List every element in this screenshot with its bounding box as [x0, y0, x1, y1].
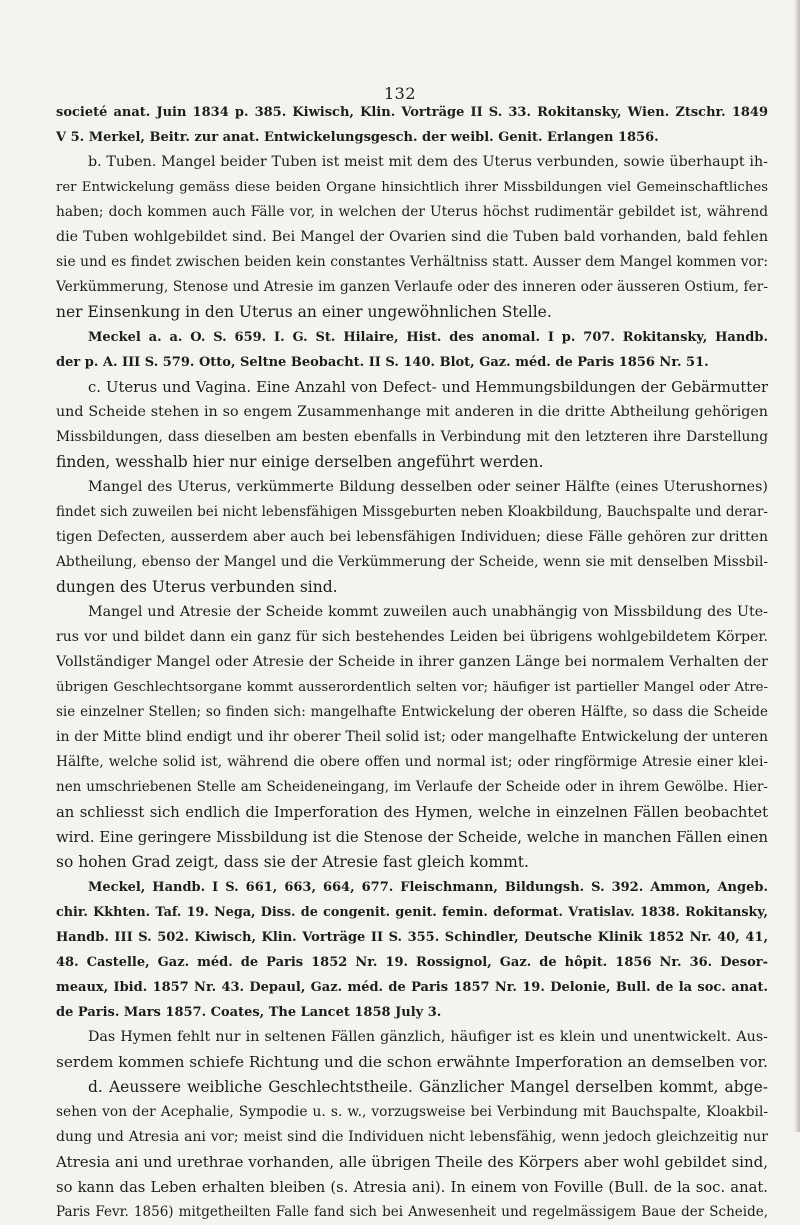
text-line: so hohen Grad zeigt, dass sie der Atresie fast gleich kommt. [56, 853, 529, 871]
text-line: an schliesst sich endlich die Imperforation des Hymen, welche in einzelnen Fällen beobachtet [56, 804, 768, 821]
text-line: findet sich zuweilen bei nicht lebensfähigen Missgeburten neben Kloakbildung, Bauchspalte und derar- [56, 504, 768, 520]
page-edge-shadow [794, 0, 800, 1132]
text-line: dungen des Uterus verbunden sind. [56, 578, 338, 596]
text-line: Abtheilung, ebenso der Mangel und die Verkümmerung der Scheide, wenn sie mit denselben Missbil- [56, 554, 768, 570]
text-line: Meckel a. a. O. S. 659. I. G. St. Hilaire, Hist. des anomal. I p. 707. Rokitansky, Handb. [88, 330, 768, 345]
text-line: chir. Kkhten. Taf. 19. Nega, Diss. de congenit. genit. femin. deformat. Vratislav. 1838. Rokitansky, [56, 905, 768, 920]
text-line: tigen Defecten, ausserdem aber auch bei lebensfähigen Individuen; diese Fälle gehören zur dritten [56, 529, 768, 545]
text-line: finden, wesshalb hier nur einige derselben angeführt werden. [56, 453, 544, 471]
text-line: Mangel des Uterus, verkümmerte Bildung desselben oder seiner Hälfte (eines Uterushornes) [88, 479, 768, 495]
text-line: Hälfte, welche solid ist, während die obere offen und normal ist; oder ringförmige Atresie einer klei- [56, 754, 768, 770]
text-line: meaux, Ibid. 1857 Nr. 43. Depaul, Gaz. méd. de Paris 1857 Nr. 19. Delonie, Bull. de la soc. anat. [56, 980, 768, 995]
text-line: ner Einsenkung in den Uterus an einer ungewöhnlichen Stelle. [56, 303, 552, 321]
text-line: haben; doch kommen auch Fälle vor, in welchen der Uterus höchst rudimentär gebildet ist, während [56, 204, 768, 220]
text-line: V 5. Merkel, Beitr. zur anat. Entwickelungsgesch. der weibl. Genit. Erlangen 1856. [56, 130, 659, 145]
text-line: Verkümmerung, Stenose und Atresie im ganzen Verlaufe oder des inneren oder äusseren Ostium, fer- [56, 279, 768, 295]
text-line: Das Hymen fehlt nur in seltenen Fällen gänzlich, häufiger ist es klein und unentwickelt. Aus- [88, 1029, 768, 1045]
text-line: Vollständiger Mangel oder Atresie der Scheide in ihrer ganzen Länge bei normalem Verhalten der [56, 654, 768, 670]
text-line: wird. Eine geringere Missbildung ist die Stenose der Scheide, welche in manchen Fällen einen [56, 829, 768, 846]
page-number: 132 [383, 84, 417, 103]
text-line: serdem kommen schiefe Richtung und die schon erwähnte Imperforation an demselben vor. [56, 1053, 768, 1071]
text-line: Paris Fevr. 1856) mitgetheilten Falle fand sich bei Anwesenheit und regelmässigem Baue der Scheide, [56, 1204, 768, 1220]
text-line: dung und Atresia ani vor; meist sind die Individuen nicht lebensfähig, wenn jedoch gleichzeitig nur [56, 1129, 768, 1145]
text-line: sie und es findet zwischen beiden kein constantes Verhältniss statt. Ausser dem Mangel kommen vor: [56, 254, 768, 270]
text-line: de Paris. Mars 1857. Coates, The Lancet 1858 July 3. [56, 1005, 442, 1020]
text-line: so kann das Leben erhalten bleiben (s. Atresia ani). In einem von Foville (Bull. de la soc. anat. [56, 1179, 768, 1196]
text-line: und Scheide stehen in so engem Zusammenhange mit anderen in die dritte Abtheilung gehörigen [56, 404, 768, 420]
text-line: Missbildungen, dass dieselben am besten ebenfalls in Verbindung mit den letzteren ihre Darstellung [56, 429, 768, 445]
text-line: Atresia ani und urethrae vorhanden, alle übrigen Theile des Körpers aber wohl gebildet sind, [56, 1153, 768, 1171]
text-line: in der Mitte blind endigt und ihr oberer Theil solid ist; oder mangelhafte Entwickelung der unteren [56, 729, 768, 745]
text-line: b. Tuben. Mangel beider Tuben ist meist mit dem des Uterus verbunden, sowie überhaupt ih- [88, 154, 768, 170]
text-line: 48. Castelle, Gaz. méd. de Paris 1852 Nr. 19. Rossignol, Gaz. de hôpit. 1856 Nr. 36. Desor- [56, 955, 768, 970]
text-line: übrigen Geschlechtsorgane kommt ausserordentlich selten vor; häufiger ist partieller Mangel oder Atre- [56, 680, 768, 695]
text-line: nen umschriebenen Stelle am Scheideneingang, im Verlaufe der Scheide oder in ihrem Gewölbe. Hier- [56, 779, 768, 795]
text-line: societé anat. Juin 1834 p. 385. Kiwisch, Klin. Vorträge II S. 33. Rokitansky, Wien. Ztschr. 1849 [56, 105, 768, 120]
text-line: die Tuben wohlgebildet sind. Bei Mangel der Ovarien sind die Tuben bald vorhanden, bald fehlen [56, 229, 768, 245]
text-line: rer Entwickelung gemäss diese beiden Organe hinsichtlich ihrer Missbildungen viel Gemeinschaftliches [56, 180, 768, 195]
text-line: c. Uterus und Vagina. Eine Anzahl von Defect- und Hemmungsbildungen der Gebärmutter [88, 379, 768, 396]
text-line: rus vor und bildet dann ein ganz für sich bestehendes Leiden bei übrigens wohlgebildetem Körper. [56, 629, 768, 645]
text-line: sie einzelner Stellen; so finden sich: mangelhafte Entwickelung der oberen Hälfte, so dass die Scheide [56, 704, 768, 720]
text-line: Meckel, Handb. I S. 661, 663, 664, 677. Fleischmann, Bildungsh. S. 392. Ammon, Angeb. [88, 880, 768, 895]
text-line: sehen von der Acephalie, Sympodie u. s. w., vorzugsweise bei Verbindung mit Bauchspalte, Kloakbil- [56, 1104, 768, 1120]
text-line: d. Aeussere weibliche Geschlechtstheile. Gänzlicher Mangel derselben kommt, abge- [88, 1078, 768, 1096]
page-body [56, 100, 768, 1225]
text-line: Mangel und Atresie der Scheide kommt zuweilen auch unabhängig von Missbildung des Ute- [88, 604, 768, 620]
text-line: der p. A. III S. 579. Otto, Seltne Beobacht. II S. 140. Blot, Gaz. méd. de Paris 1856 Nr. 51. [56, 355, 709, 370]
text-line: Handb. III S. 502. Kiwisch, Klin. Vorträge II S. 355. Schindler, Deutsche Klinik 1852 Nr. 40, 41, [56, 930, 768, 945]
